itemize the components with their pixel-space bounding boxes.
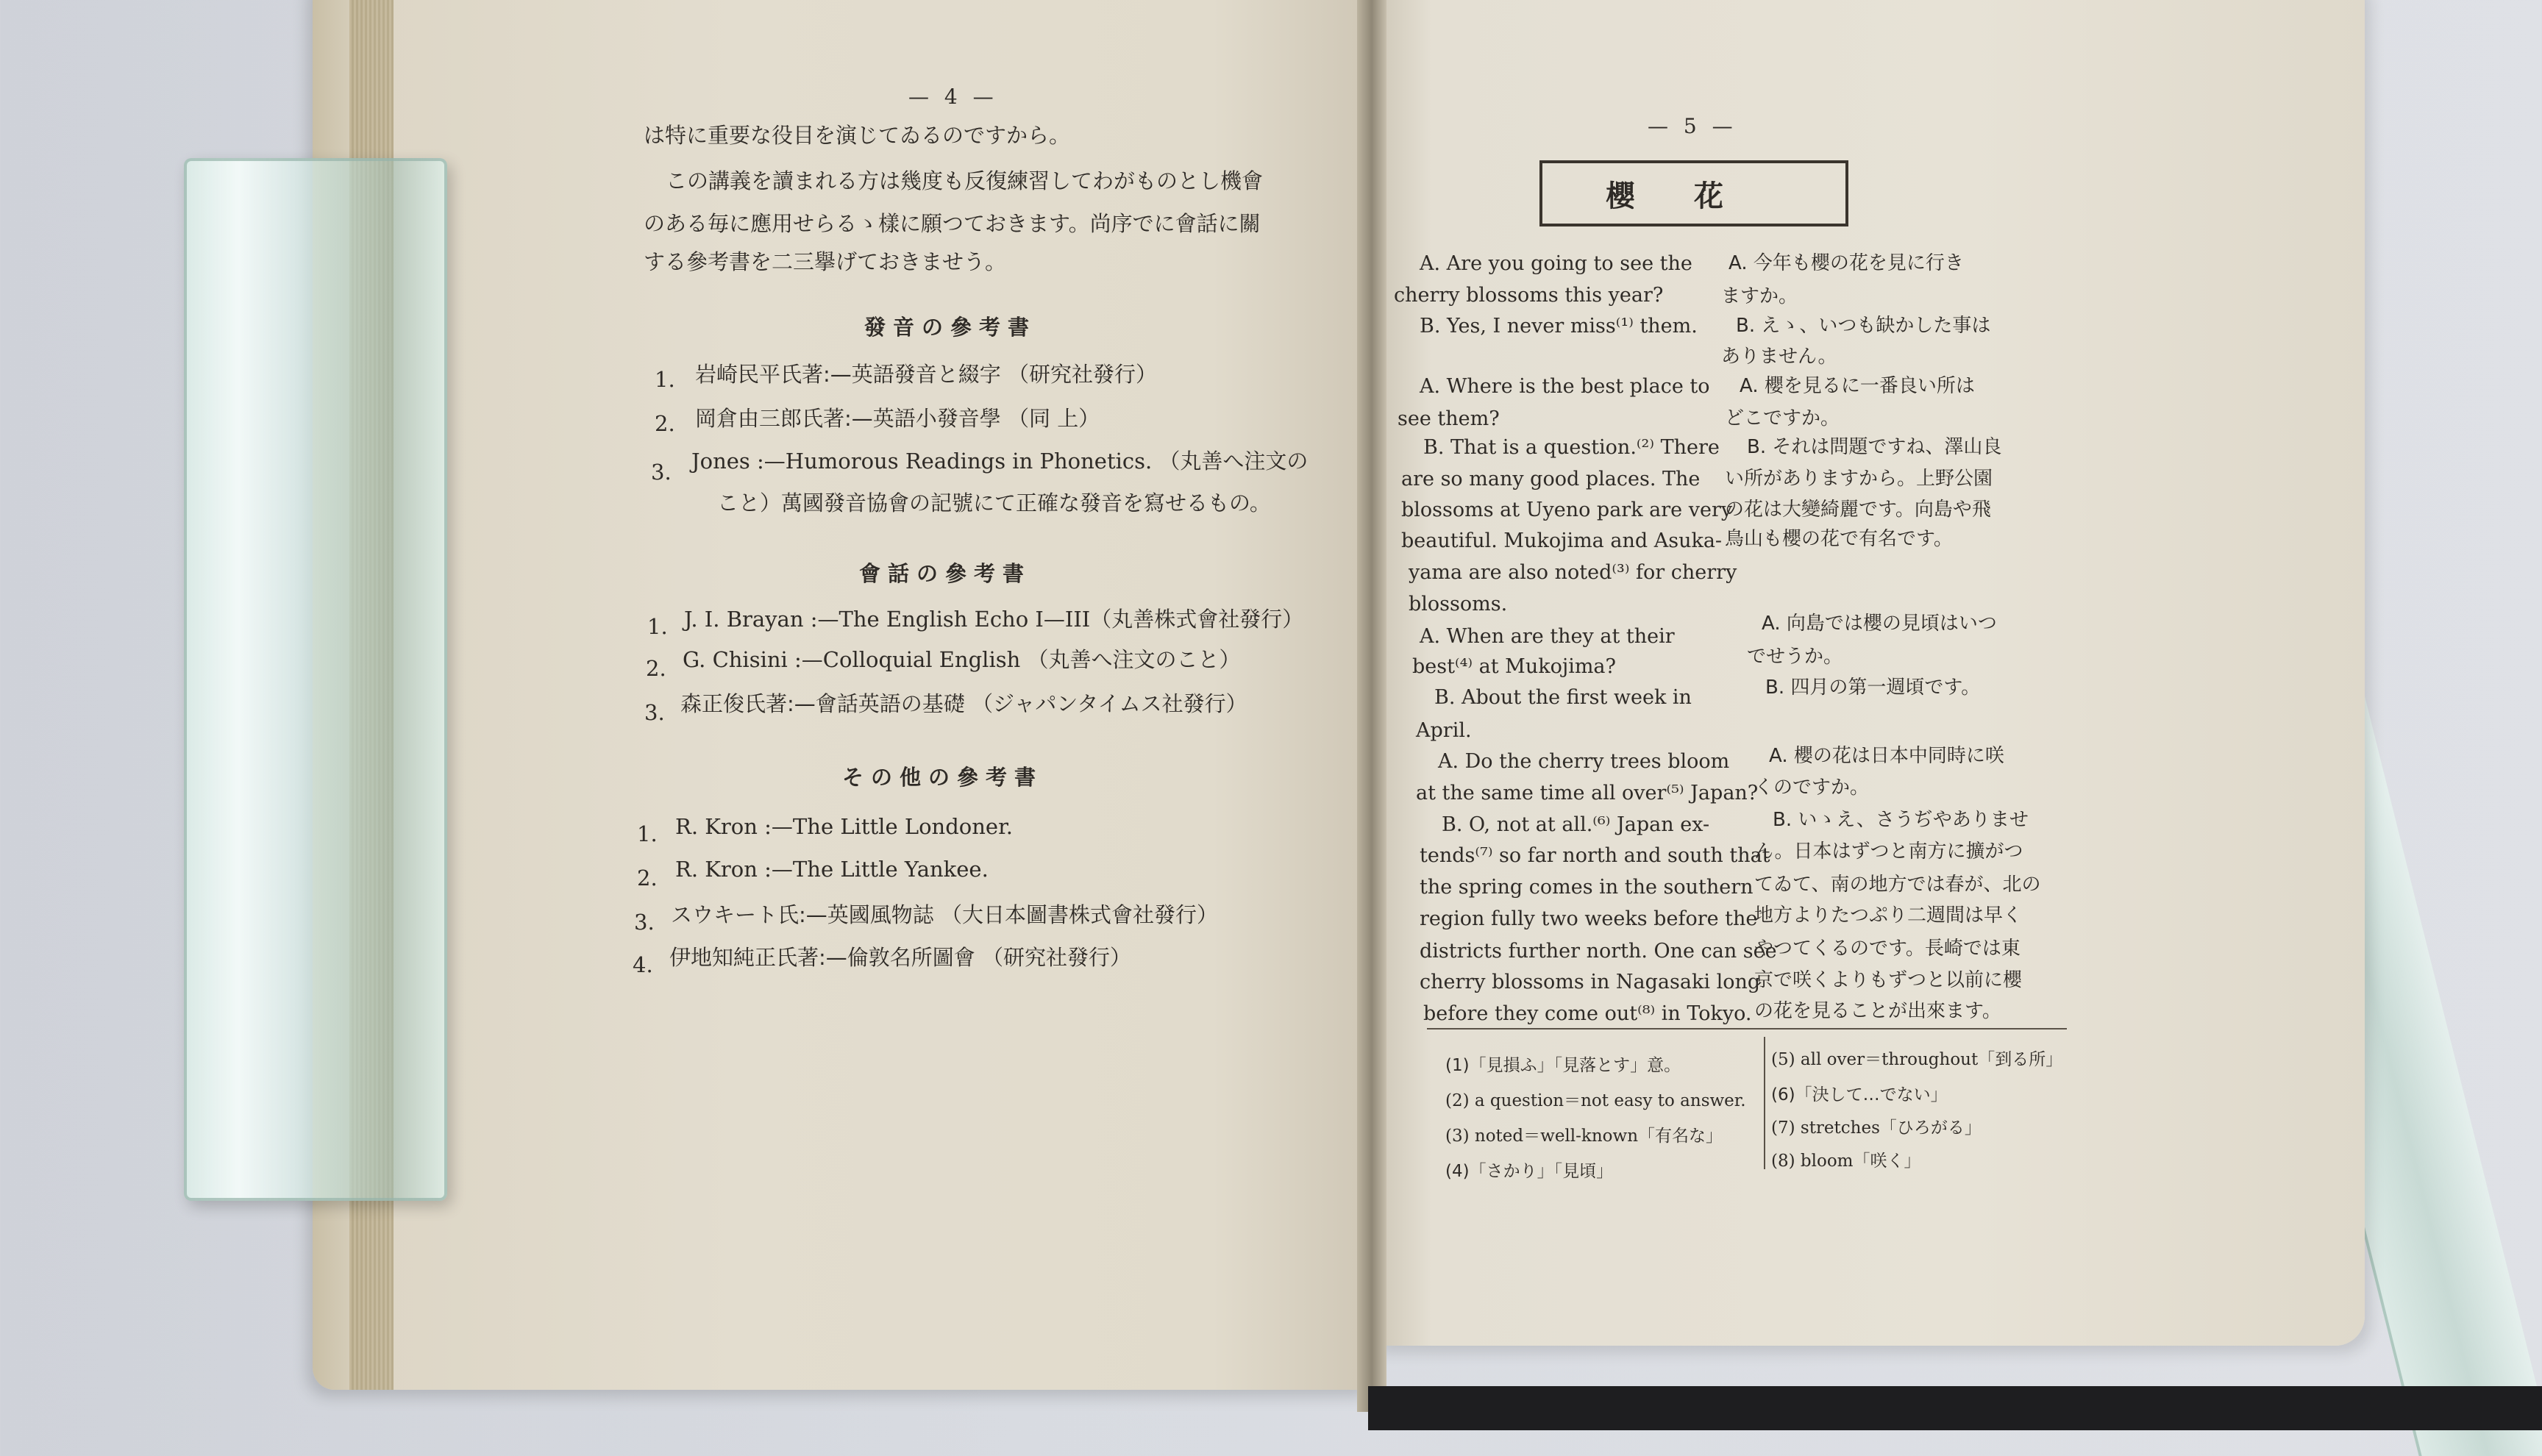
- english-line: best⁽⁴⁾ at Mukojima?: [1412, 655, 1617, 678]
- reference-item: 岩崎民平氏著:—英語發音と綴字 （研究社發行）: [695, 362, 1157, 387]
- dark-surface: [1368, 1386, 2542, 1430]
- english-line: cherry blossoms this year?: [1394, 284, 1664, 307]
- japanese-line: どこですか。: [1725, 407, 1840, 429]
- english-line: are so many good places. The: [1401, 468, 1701, 490]
- footnote: (8) bloom「咲く」: [1771, 1152, 1921, 1171]
- english-line: A. When are they at their: [1420, 625, 1675, 648]
- english-line: before they come out⁽⁸⁾ in Tokyo.: [1423, 1002, 1752, 1025]
- footnote-column-divider: [1764, 1037, 1765, 1169]
- footnote: (7) stretches「ひろがる」: [1771, 1118, 1982, 1138]
- japanese-line: やつてくるのです。長崎では東: [1754, 938, 2021, 960]
- english-line: blossoms.: [1409, 593, 1508, 615]
- book-spine: [1357, 0, 1386, 1412]
- japanese-line: B. えゝ、いつも缺かした事は: [1736, 315, 1991, 337]
- list-number: 3.: [651, 460, 672, 485]
- japanese-line: A. 向島では櫻の見頃はいつ: [1762, 613, 1997, 635]
- list-number: 2.: [646, 656, 666, 681]
- chapter-title: 櫻花: [1539, 160, 1848, 226]
- reference-item: 伊地知純正氏著:—倫敦名所圖會 （研究社發行）: [669, 945, 1131, 970]
- footnote: (5) all over＝throughout「到る所」: [1771, 1050, 2063, 1069]
- reference-item: スウキート氏:—英國風物誌 （大日本圖書株式會社發行）: [671, 902, 1218, 927]
- list-number: 3.: [644, 700, 665, 725]
- japanese-line: B. 四月の第一週頃です。: [1765, 677, 1981, 699]
- footnote: (1)「見損ふ」「見落とす」意。: [1445, 1056, 1681, 1075]
- list-number: 1.: [637, 821, 658, 846]
- list-number: 1.: [655, 367, 675, 392]
- japanese-line: B. いゝえ、さうぢやありませ: [1773, 809, 2029, 831]
- section-heading-conversation: 會話の參考書: [859, 561, 1032, 586]
- intro-line: のある毎に應用せらるゝ樣に願つておきます。尚序でに會話に關: [644, 211, 1261, 236]
- english-line: B. Yes, I never miss⁽¹⁾ them.: [1420, 315, 1698, 338]
- english-line: blossoms at Uyeno park are very: [1401, 499, 1733, 521]
- section-heading-pronunciation: 發音の參考書: [864, 315, 1037, 340]
- english-line: districts further north. One can see: [1420, 940, 1777, 963]
- japanese-line: の花を見ることが出來ます。: [1754, 1000, 2001, 1022]
- japanese-line: い所がありますから。上野公園: [1725, 468, 1993, 490]
- japanese-line: 鳥山も櫻の花で有名です。: [1725, 528, 1953, 550]
- footnote: (2) a question＝not easy to answer.: [1445, 1091, 1746, 1110]
- english-line: cherry blossoms in Nagasaki long: [1420, 971, 1761, 993]
- japanese-line: ますか。: [1721, 285, 1798, 307]
- reference-item: 森正俊氏著:—會話英語の基礎 （ジャパンタイムス社發行）: [680, 691, 1247, 716]
- english-line: at the same time all over⁽⁵⁾ Japan?: [1416, 782, 1759, 804]
- right-page-number: — 5 —: [1648, 114, 1737, 138]
- intro-line: この講義を讀まれる方は幾度も反復練習してわがものとし機會: [666, 168, 1264, 193]
- japanese-line: 地方よりたつぷり二週間は早く: [1754, 904, 2023, 927]
- japanese-line: くのですか。: [1754, 777, 1870, 799]
- english-line: tends⁽⁷⁾ so far north and south that: [1420, 844, 1770, 867]
- japanese-line: ありません。: [1721, 346, 1837, 368]
- glass-paperweight-left: [184, 158, 447, 1201]
- english-line: see them?: [1398, 407, 1500, 430]
- japanese-line: でせうか。: [1747, 646, 1843, 668]
- reference-item: Jones :—Humorous Readings in Phonetics. （丸善へ注文の: [691, 449, 1309, 474]
- japanese-line: A. 櫻を見るに一番良い所は: [1740, 375, 1975, 397]
- japanese-line: A. 今年も櫻の花を見に行き: [1729, 252, 1964, 274]
- english-line: A. Where is the best place to: [1420, 375, 1710, 398]
- footnote: (6)「決して…でない」: [1771, 1085, 1948, 1105]
- japanese-line: の花は大變綺麗です。向島や飛: [1725, 499, 1991, 521]
- english-line: A. Are you going to see the: [1420, 252, 1692, 275]
- footnote-divider: [1427, 1028, 2067, 1029]
- list-number: 2.: [637, 866, 658, 891]
- reference-item: 岡倉由三郎氏著:—英語小發音學 （同 上）: [695, 406, 1100, 431]
- english-line: the spring comes in the southern: [1420, 876, 1754, 899]
- open-book: [313, 0, 2357, 1434]
- japanese-line: 京で咲くよりもずつと以前に櫻: [1754, 969, 2023, 991]
- japanese-line: B. それは問題ですね、澤山良: [1747, 436, 2002, 458]
- intro-line: は特に重要な役目を演じてゐるのですから。: [644, 123, 1071, 148]
- english-line: yama are also noted⁽³⁾ for cherry: [1409, 561, 1737, 584]
- list-number: 2.: [655, 411, 675, 436]
- list-number: 4.: [633, 952, 653, 977]
- footnote: (4)「さかり」「見頃」: [1445, 1162, 1614, 1181]
- reference-item: G. Chisini :—Colloquial English （丸善へ注文のこと）: [683, 647, 1241, 672]
- list-number: 3.: [634, 910, 655, 935]
- english-line: B. About the first week in: [1434, 686, 1692, 709]
- english-line: B. That is a question.⁽²⁾ There: [1423, 436, 1720, 459]
- left-page-number: — 4 —: [908, 85, 998, 109]
- intro-line: する參考書を二三擧げておきませう。: [644, 249, 1007, 274]
- japanese-line: てゐて、南の地方では春が、北の: [1754, 874, 2041, 896]
- english-line: B. O, not at all.⁽⁶⁾ Japan ex-: [1442, 813, 1710, 836]
- english-line: April.: [1416, 719, 1472, 742]
- english-line: A. Do the cherry trees bloom: [1438, 750, 1730, 773]
- list-number: 1.: [647, 614, 668, 639]
- english-line: beautiful. Mukojima and Asuka-: [1401, 529, 1723, 552]
- japanese-line: ん。日本はずつと南方に擴がつ: [1754, 841, 2023, 863]
- section-heading-other: その他の參考書: [842, 765, 1044, 790]
- reference-item-continued: こと）萬國發音協會の記號にて正確な發音を寫せるもの。: [717, 490, 1271, 515]
- reference-item: J. I. Brayan :—The English Echo I—III（丸善株式會社發行）: [684, 607, 1304, 632]
- footnote: (3) noted＝well-known「有名な」: [1445, 1127, 1723, 1146]
- reference-item: R. Kron :—The Little Londoner.: [675, 814, 1013, 839]
- japanese-line: A. 櫻の花は日本中同時に咲: [1769, 745, 2004, 767]
- reference-item: R. Kron :—The Little Yankee.: [675, 857, 989, 882]
- english-line: region fully two weeks before the: [1420, 907, 1758, 930]
